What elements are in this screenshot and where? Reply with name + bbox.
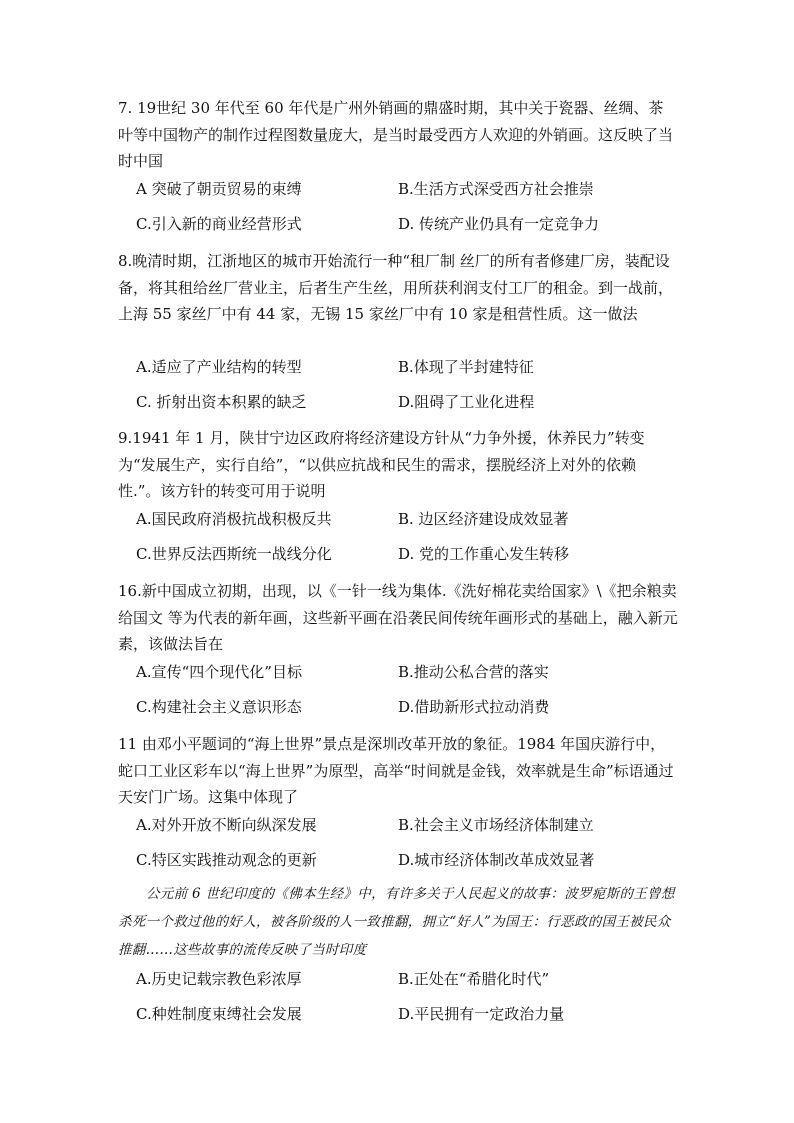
option-row [136, 696, 696, 731]
option-b: B.体现了半封建特征 [398, 358, 534, 376]
option-row [136, 661, 696, 696]
question-10-options [136, 661, 696, 730]
option-a: A.历史记载宗教色彩浓厚 [136, 970, 302, 988]
option-a: A.宣传“四个现代化”目标 [136, 663, 302, 681]
option-row [136, 213, 696, 248]
option-b: B. 边区经济建设成效显著 [398, 510, 569, 528]
option-row [136, 391, 696, 426]
option-d: D. 党的工作重心发生转移 [398, 544, 570, 563]
option-c: C.世界反法西斯统一战线分化 [136, 544, 332, 563]
option-row [136, 814, 696, 849]
option-a: A.适应了产业结构的转型 [136, 358, 302, 376]
option-c: C.种姓制度束缚社会发展 [136, 1004, 302, 1023]
question-10-stem: 16.新中国成立初期，出现，以《一针一线为集体.《洗好棉花卖给国家》\《把余粮卖给国文 等为代表的新年画，这些新平画在沿袭民间传统年画形式的基础上，融入新元素，该做法旨在 [118, 582, 678, 653]
option-row [136, 968, 696, 1003]
question-12-text: 公元前 6 世纪印度的《佛本生经》中，有许多关于人民起义的故事：波罗痆斯的王曾想杀死一个救过他的好人，被各阶级的人一致推翻，拥立“好人”为国王：行恶政的国王被民众推翻……这些故事的流传反映了当时印度 [118, 886, 675, 958]
question-7-stem: 7. 19世纪 30 年代至 60 年代是广州外销画的鼎盛时期，其中关于瓷器、丝绸、茶叶等中国物产的制作过程图数量庞大，是当时最受西方人欢迎的外销画。这反映了当时中国 [118, 99, 674, 170]
question-12-options [136, 968, 696, 1037]
option-d: D.借助新形式拉动消费 [398, 697, 550, 716]
option-d: D. 传统产业仍具有一定竞争力 [398, 214, 600, 233]
option-b: B.正处在“希腊化时代” [398, 970, 550, 988]
question-9-options [136, 508, 696, 577]
option-d: D.平民拥有一定政治力量 [398, 1004, 565, 1023]
question-8-stem: 8.晚清时期，江浙地区的城市开始流行一种“租厂制 丝厂的所有者修建厂房，装配设备，将其租给丝厂营业主，后者生产生丝，用所获利润支付工厂的租金。到一战前，上海 55 家丝厂中有 44 家，无锡 15 家丝厂中有 10 家是租营性质。这一做法 [118, 252, 674, 323]
option-row [136, 178, 696, 213]
question-11-stem: 11 由邓小平题词的“海上世界”景点是深圳改革开放的象征。1984 年国庆游行中，蛇口工业区彩车以“海上世界”为原型，高举“时间就是金钱，效率就是生命”标语通过天安门广场。这集中体现了 [118, 735, 674, 806]
option-a: A 突破了朝贡贸易的束缚 [136, 180, 302, 198]
option-a: A.对外开放不断向纵深发展 [136, 816, 317, 834]
option-a: A.国民政府消极抗战积极反共 [136, 510, 332, 528]
question-7-options [136, 178, 696, 247]
option-row [136, 543, 696, 578]
option-d: D.阻碍了工业化进程 [398, 392, 535, 411]
question-9-stem: 9.1941 年 1 月，陕甘宁边区政府将经济建设方针从“力争外援，休养民力”转变为“发展生产，实行自给”，“以供应抗战和民生的需求，摆脱经济上对外的依赖性.”。该方针的转变可用于说明 [118, 429, 645, 500]
option-row [136, 849, 696, 884]
question-12-stem [118, 880, 678, 964]
question-11-options [136, 814, 696, 883]
question-8-options [136, 356, 696, 425]
option-row [136, 1003, 696, 1038]
option-row [136, 508, 696, 543]
option-c: C.特区实践推动观念的更新 [136, 850, 317, 869]
option-row [136, 356, 696, 391]
option-b: B.生活方式深受西方社会推崇 [398, 180, 594, 198]
option-b: B.社会主义市场经济体制建立 [398, 816, 594, 834]
option-d: D.城市经济体制改革成效显著 [398, 850, 595, 869]
option-c: C.构建社会主义意识形态 [136, 697, 302, 716]
option-c: C.引入新的商业经营形式 [136, 214, 302, 233]
option-b: B.推动公私合营的落实 [398, 663, 549, 681]
option-c: C. 折射出资本积累的缺乏 [136, 392, 307, 411]
